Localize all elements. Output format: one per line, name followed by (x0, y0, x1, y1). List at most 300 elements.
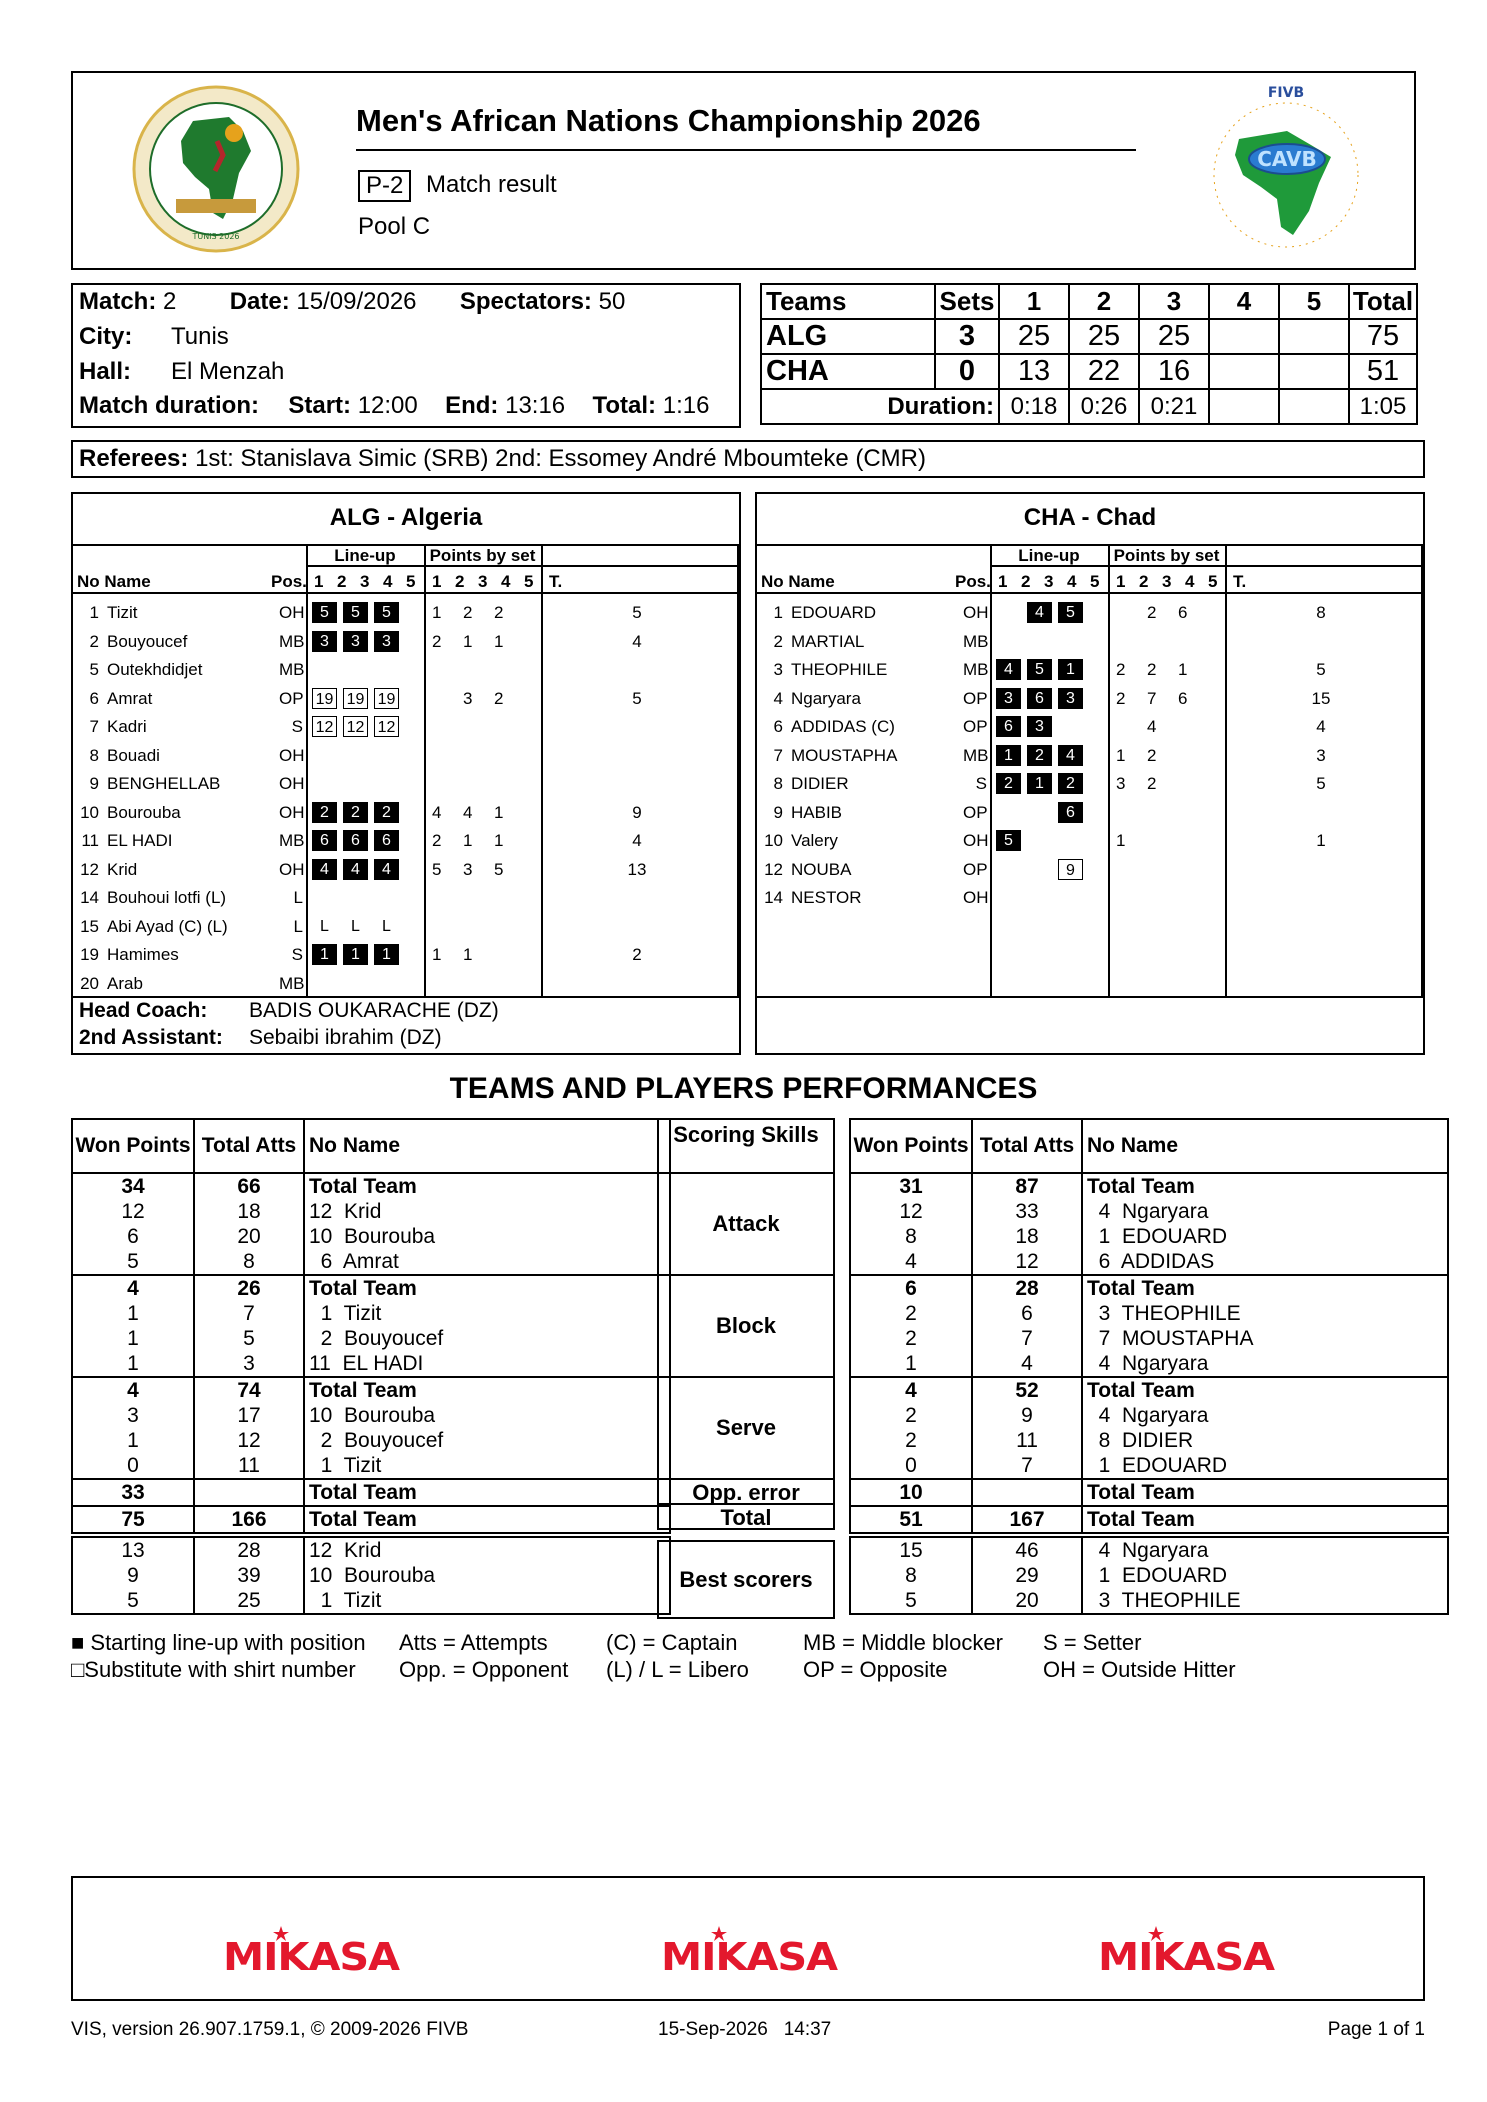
lineup-position: 2 (374, 802, 399, 823)
points-in-set: 1 (432, 603, 442, 622)
end-time: 13:16 (505, 392, 566, 419)
won-points: 2 (850, 1326, 972, 1351)
player-name: Bouhoui lotfi (L) (107, 888, 227, 907)
player-number: 2 (89, 631, 99, 651)
player-name: Arab (107, 973, 143, 993)
player-position: MB (963, 660, 989, 679)
points-in-set: 2 (1147, 774, 1157, 793)
won-points: 12 (72, 1199, 194, 1224)
player-name: Total Team (1082, 1275, 1448, 1301)
points-in-set: 2 (463, 603, 473, 622)
player-name: Total Team (1082, 1173, 1448, 1199)
player-number: 12 (764, 859, 783, 879)
player-number: 2 (773, 631, 783, 651)
performance-row (850, 1351, 1448, 1377)
sets-header-teams: Teams (761, 284, 935, 319)
performance-row (850, 1326, 1448, 1351)
lineup-position: 1 (996, 745, 1021, 766)
won-points: 5 (850, 1588, 972, 1614)
player-position: MB (279, 831, 305, 850)
total-atts: 28 (194, 1537, 304, 1563)
player-total-points: 2 (632, 945, 642, 964)
column-divider (990, 544, 992, 996)
team-code: ALG (761, 319, 935, 354)
hall-value: El Menzah (171, 358, 285, 385)
points-in-set: 2 (1116, 660, 1126, 679)
points-by-set-header: Points by set (1113, 546, 1220, 565)
points-in-set: 4 (1147, 717, 1157, 736)
player-number: 1 (89, 603, 99, 622)
total-atts: 33 (972, 1199, 1082, 1224)
column-divider (1421, 544, 1423, 996)
list-bottom-rule (757, 996, 1423, 998)
total-atts: 18 (972, 1224, 1082, 1249)
performance-row (850, 1249, 1448, 1275)
player-number: 4 (773, 688, 783, 708)
set-duration: 0:26 (1069, 389, 1139, 424)
won-points: 5 (72, 1588, 194, 1614)
lineup-position: 3 (1058, 688, 1083, 709)
footer-page: Page 1 of 1 (1327, 2019, 1425, 2040)
set-duration-label: Duration: (761, 389, 999, 424)
best-scorer-row (72, 1588, 670, 1614)
player-number: 20 (80, 973, 99, 993)
total-atts: 5 (194, 1326, 304, 1351)
performance-row (72, 1301, 670, 1326)
pool-label: Pool C (358, 213, 431, 240)
player-number: 9 (89, 774, 99, 793)
points-in-set: 1 (1178, 660, 1188, 679)
team-label: Total Team (1082, 1506, 1448, 1533)
list-bottom-rule (73, 996, 739, 998)
player-name: MOUSTAPHA (791, 745, 898, 765)
legend-item: □Substitute with shirt number (71, 1657, 356, 1682)
skill-label: Best scorers (657, 1540, 835, 1619)
player-name: Total Team (1082, 1377, 1448, 1403)
total-atts: 167 (972, 1506, 1082, 1533)
player-name: 2 Bouyoucef (304, 1326, 670, 1351)
performance-row (72, 1351, 670, 1377)
performance-row (850, 1403, 1448, 1428)
lineup-position: 5 (1027, 659, 1052, 680)
column-divider (1108, 544, 1110, 996)
mikasa-logo (659, 1924, 839, 1976)
sets-header-4: 4 (1209, 284, 1279, 319)
lineup-position: 4 (343, 859, 368, 880)
player-name: Total Team (304, 1275, 670, 1301)
player-total-points: 5 (1316, 774, 1326, 793)
scoring-skills-header: Scoring Skills (657, 1118, 835, 1174)
lineup-position: 6 (343, 830, 368, 851)
performance-row (72, 1377, 670, 1403)
player-name: Ngaryara (791, 688, 861, 708)
player-name: Total Team (304, 1173, 670, 1199)
player-total-points: 5 (632, 603, 642, 622)
lineup-position: 6 (312, 830, 337, 851)
points-in-set: 2 (432, 831, 442, 850)
won-points: 1 (72, 1326, 194, 1351)
points-in-set: 1 (494, 802, 504, 822)
player-position: OP (963, 717, 988, 736)
player-position: OP (963, 688, 988, 708)
total-atts: 4 (972, 1351, 1082, 1377)
skill-label: Opp. error (657, 1478, 835, 1505)
lineup-position: 12 (312, 716, 337, 737)
lineup-position: 12 (343, 716, 368, 737)
lineup-position: 19 (343, 688, 368, 709)
total-atts: 29 (972, 1563, 1082, 1588)
won-points: 75 (72, 1506, 194, 1533)
points-in-set: 2 (1147, 660, 1157, 679)
svg-text:FIVB: FIVB (1267, 85, 1305, 101)
total-atts: 12 (972, 1249, 1082, 1275)
lineup-position: 4 (996, 659, 1021, 680)
lineup-position: L (320, 917, 329, 935)
match-label: Match: (79, 288, 157, 315)
lineup-position: 2 (996, 773, 1021, 794)
player-number: 10 (764, 831, 783, 850)
best-scorer-row (72, 1537, 670, 1563)
no-name-header: No Name (304, 1119, 670, 1173)
lineup-position: 6 (1058, 802, 1083, 823)
player-number: 14 (764, 888, 783, 907)
best-scorer-row (72, 1563, 670, 1588)
legend-item: S = Setter (1043, 1630, 1142, 1655)
player-name: Hamimes (107, 945, 179, 964)
won-points: 2 (850, 1301, 972, 1326)
legend-item: (L) / L = Libero (606, 1657, 749, 1682)
player-name: BENGHELLAB (107, 774, 221, 793)
player-name: 3 THEOPHILE (1082, 1301, 1448, 1326)
title-rule (356, 149, 1136, 151)
points-in-set: 1 (463, 631, 473, 651)
lineup-position: 1 (343, 944, 368, 965)
won-points: 2 (850, 1428, 972, 1453)
svg-text:CAVB: CAVB (1257, 147, 1317, 171)
set-score: 25 (1069, 319, 1139, 354)
won-points-header: Won Points (72, 1119, 194, 1173)
lineup-position: 2 (312, 802, 337, 823)
lineup-position: 1 (374, 944, 399, 965)
lineup-position: 6 (374, 830, 399, 851)
player-total-points: 13 (627, 859, 647, 879)
performance-row (72, 1224, 670, 1249)
referees-bar (71, 440, 1425, 478)
lineup-set-header: 1 (998, 572, 1008, 591)
total-atts: 26 (194, 1275, 304, 1301)
player-number: 9 (773, 802, 783, 822)
lineup-set-header: 1 (314, 572, 324, 591)
points-set-header: 3 (1162, 572, 1172, 591)
sponsor-bar (71, 1876, 1425, 2001)
total-time: 1:16 (662, 392, 710, 419)
player-name: 1 Tizit (304, 1453, 670, 1479)
player-name: 6 ADDIDAS (1082, 1249, 1448, 1275)
legend-item: OP = Opposite (803, 1657, 948, 1682)
performance-row (72, 1403, 670, 1428)
document-type: Match result (426, 171, 557, 198)
lineup-position: 5 (996, 830, 1021, 851)
player-number: 8 (89, 745, 99, 765)
lineup-position: 9 (1058, 859, 1083, 880)
skill-label: Total (657, 1503, 835, 1530)
set-score (1279, 319, 1349, 354)
svg-text:MIKASA: MIKASA (661, 1935, 839, 1976)
player-name: NOUBA (791, 859, 852, 879)
player-number: 15 (80, 916, 99, 936)
team-label: Total Team (1082, 1479, 1448, 1506)
lineup-position: 1 (1027, 773, 1052, 794)
total-atts (194, 1479, 304, 1506)
lineup-position: 3 (1027, 716, 1052, 737)
won-points: 8 (850, 1563, 972, 1588)
player-number: 5 (89, 660, 99, 679)
assistant-label: 2nd Assistant: (79, 1026, 223, 1049)
lineup-position: 1 (1058, 659, 1083, 680)
won-points: 4 (72, 1377, 194, 1403)
report-header (71, 71, 1416, 270)
lineup-position: 19 (374, 688, 399, 709)
total-score: 51 (1349, 354, 1417, 389)
total-atts: 20 (972, 1588, 1082, 1614)
pos-header: Pos. (955, 572, 991, 591)
performance-row (72, 1249, 670, 1275)
total-atts: 166 (194, 1506, 304, 1533)
won-points: 1 (72, 1428, 194, 1453)
won-points: 6 (72, 1224, 194, 1249)
player-name: Tizit (107, 603, 138, 622)
player-name: NESTOR (791, 888, 862, 907)
won-points: 0 (850, 1453, 972, 1479)
performance-row (72, 1326, 670, 1351)
performance-row (72, 1428, 670, 1453)
points-in-set: 2 (1147, 603, 1157, 622)
lineup-position: 2 (1027, 745, 1052, 766)
total-atts: 3 (194, 1351, 304, 1377)
referees-label: Referees: (79, 445, 189, 472)
set-duration (1279, 389, 1349, 424)
lineup-position: 2 (1058, 773, 1083, 794)
performance-row (850, 1173, 1448, 1199)
player-name: THEOPHILE (791, 660, 888, 679)
won-points: 13 (72, 1537, 194, 1563)
player-name: Bouyoucef (107, 631, 188, 651)
set-score: 16 (1139, 354, 1209, 389)
performance-row (72, 1453, 670, 1479)
total-atts: 52 (972, 1377, 1082, 1403)
team-code: CHA (761, 354, 935, 389)
hall-label: Hall: (79, 358, 132, 385)
city-label: City: (79, 323, 133, 350)
lineup-set-header: 5 (406, 572, 416, 591)
lineup-position: 6 (1027, 688, 1052, 709)
player-name: 12 Krid (304, 1537, 670, 1563)
points-set-header: 2 (1139, 572, 1149, 591)
total-atts: 25 (194, 1588, 304, 1614)
sets-header-sets: Sets (935, 284, 999, 319)
player-number: 11 (81, 831, 99, 850)
player-position: OH (279, 603, 305, 622)
lineup-position: 4 (374, 859, 399, 880)
total-atts-header: Total Atts (972, 1119, 1082, 1173)
no-name-header: No Name (77, 572, 151, 591)
player-position: OH (963, 831, 989, 850)
performance-header-row (72, 1119, 670, 1173)
match-number: 2 (163, 288, 177, 315)
player-name: Krid (107, 859, 138, 879)
set-score (1209, 354, 1279, 389)
performance-row (850, 1199, 1448, 1224)
player-name: 1 EDOUARD (1082, 1224, 1448, 1249)
column-divider (306, 544, 308, 996)
header-rule (73, 592, 739, 594)
performance-table-a (71, 1118, 671, 1534)
team-label: Total Team (304, 1506, 670, 1533)
spectators-count: 50 (598, 288, 626, 315)
svg-text:MIKASA: MIKASA (1098, 1935, 1276, 1976)
mikasa-logo (1096, 1924, 1276, 1976)
sets-won: 3 (935, 319, 999, 354)
won-points: 1 (72, 1301, 194, 1326)
player-total-points: 5 (1316, 660, 1326, 679)
performance-title: TEAMS AND PLAYERS PERFORMANCES (449, 1072, 1038, 1105)
player-total-points: 4 (632, 631, 642, 651)
team-b-name: CHA - Chad (757, 494, 1423, 546)
player-name: 3 THEOPHILE (1082, 1588, 1448, 1614)
skill-label: Block (657, 1274, 835, 1378)
points-in-set: 2 (1116, 688, 1126, 708)
won-points: 33 (72, 1479, 194, 1506)
skill-label: Serve (657, 1376, 835, 1480)
legend-item: OH = Outside Hitter (1043, 1657, 1236, 1682)
no-name-header: No Name (1082, 1119, 1448, 1173)
total-atts: 74 (194, 1377, 304, 1403)
performance-row (850, 1301, 1448, 1326)
performance-row (72, 1275, 670, 1301)
points-set-header: 4 (1185, 572, 1195, 591)
points-in-set: 1 (463, 831, 473, 850)
points-in-set: 2 (432, 631, 442, 651)
won-points: 1 (72, 1351, 194, 1377)
performance-row (72, 1173, 670, 1199)
points-in-set: 7 (1147, 688, 1157, 708)
sets-header-3: 3 (1139, 284, 1209, 319)
performance-opp_error-row (850, 1479, 1448, 1506)
performance-total-row (72, 1506, 670, 1533)
start-time: 12:00 (357, 392, 418, 419)
player-number: 1 (773, 603, 783, 622)
team-b-lineup (755, 492, 1425, 1055)
player-number: 7 (89, 717, 99, 736)
head-coach-label: Head Coach: (79, 999, 208, 1022)
total-atts (972, 1479, 1082, 1506)
points-set-header: 2 (455, 572, 465, 591)
player-number: 6 (89, 688, 99, 708)
lineup-position: L (351, 917, 360, 935)
best-scorer-row (850, 1563, 1448, 1588)
lineup-position: 19 (312, 688, 337, 709)
won-points: 31 (850, 1173, 972, 1199)
svg-text:TUNIS 2026: TUNIS 2026 (192, 232, 240, 241)
lineup-position: 2 (343, 802, 368, 823)
player-name: Abi Ayad (C) (L) (107, 916, 228, 936)
points-in-set: 1 (1116, 831, 1126, 850)
duration-label: Match duration: (79, 392, 259, 419)
points-set-header: 1 (432, 572, 442, 591)
set-score (1279, 354, 1349, 389)
player-name: 1 EDOUARD (1082, 1453, 1448, 1479)
lineup-position: 5 (343, 602, 368, 623)
points-set-header: 3 (478, 572, 488, 591)
footer-version: VIS, version 26.907.1759.1, © 2009-2026 FIVB (71, 2019, 469, 2040)
lineup-position: 12 (374, 716, 399, 737)
player-position: OH (279, 859, 305, 879)
player-number: 6 (773, 717, 783, 736)
points-in-set: 1 (463, 945, 473, 964)
referees-text: 1st: Stanislava Simic (SRB) 2nd: Essomey André Mboumteke (CMR) (195, 445, 926, 472)
player-position: OH (279, 745, 305, 765)
sets-header-1: 1 (999, 284, 1069, 319)
best-scorer-row (850, 1588, 1448, 1614)
sets-header-total: Total (1349, 284, 1417, 319)
player-name: 1 Tizit (304, 1301, 670, 1326)
best-scorers-table-b (849, 1536, 1449, 1615)
player-name: Total Team (304, 1377, 670, 1403)
points-in-set: 3 (1116, 774, 1126, 793)
player-name: Bouadi (107, 745, 160, 765)
total-atts: 11 (972, 1428, 1082, 1453)
assistant-name: Sebaibi ibrahim (DZ) (249, 1026, 442, 1049)
player-position: MB (279, 973, 305, 993)
player-position: MB (963, 745, 989, 765)
points-set-header: 4 (501, 572, 511, 591)
points-in-set: 1 (432, 945, 442, 964)
sets-won: 0 (935, 354, 999, 389)
player-total-points: 5 (632, 688, 642, 708)
player-total-points: 3 (1316, 745, 1326, 765)
best-scorer-row (850, 1537, 1448, 1563)
points-set-header: 1 (1116, 572, 1126, 591)
team-a-name: ALG - Algeria (73, 494, 739, 546)
player-total-points: 9 (632, 802, 642, 822)
player-total-points: 15 (1311, 688, 1331, 708)
points-in-set: 2 (494, 688, 504, 708)
won-points: 12 (850, 1199, 972, 1224)
player-total-points: 4 (1316, 717, 1326, 736)
player-position: OH (279, 802, 305, 822)
points-in-set: 4 (432, 802, 442, 822)
lineup-header: Line-up (334, 546, 396, 565)
points-in-set: 2 (1147, 745, 1157, 765)
won-points: 51 (850, 1506, 972, 1533)
won-points-header: Won Points (850, 1119, 972, 1173)
total-atts: 8 (194, 1249, 304, 1275)
player-position: S (291, 945, 303, 964)
player-position: MB (279, 631, 305, 651)
total-atts: 17 (194, 1403, 304, 1428)
player-number: 3 (773, 660, 783, 679)
player-number: 12 (80, 859, 99, 879)
sets-row-alg (761, 319, 1417, 354)
points-in-set: 3 (463, 688, 473, 708)
performance-total-row (850, 1506, 1448, 1533)
match-info (71, 283, 741, 428)
sets-header-5: 5 (1279, 284, 1349, 319)
set-score: 25 (1139, 319, 1209, 354)
player-name: 4 Ngaryara (1082, 1537, 1448, 1563)
column-divider (424, 544, 426, 996)
legend-item: ■ Starting line-up with position (71, 1630, 366, 1655)
